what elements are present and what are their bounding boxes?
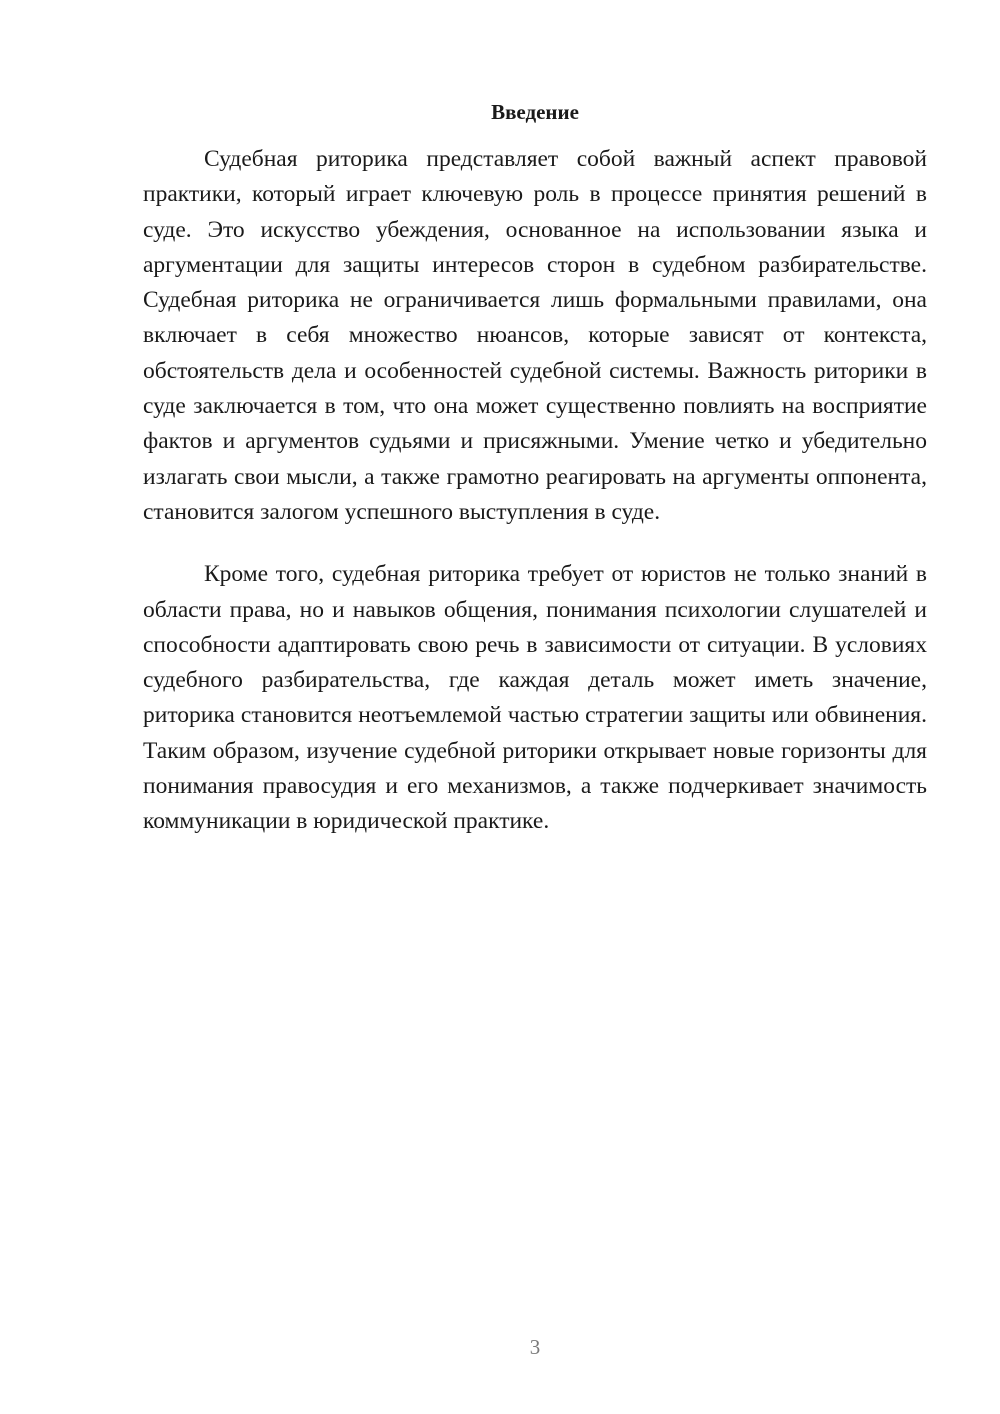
paragraph-1: Судебная риторика представляет собой важный аспект правовой практики, который играет ключевую роль в процессе принятия решений в суде. Это искусство убеждения, основанное на использовании языка и аргументации для защиты интересов сторон в судебном разбирательстве. Судебная риторика не ограничивается лишь формальными правилами, она включает в себя множество нюансов, которые зависят от контекста, обстоятельств дела и особенностей судебной системы. Важность риторики в суде заключается в том, что она может существенно повлиять на восприятие фактов и аргументов судьями и присяжными. Умение четко и убедительно излагать свои мысли, а также грамотно реагировать на аргументы оппонента, становится залогом успешного выступления в суде. (143, 146, 927, 525)
body-text (143, 142, 927, 840)
paragraph-2: Кроме того, судебная риторика требует от юристов не только знаний в области права, но и навыков общения, понимания психологии слушателей и способности адаптировать свою речь в зависимости от ситуации. В условиях судебного разбирательства, где каждая деталь может иметь значение, риторика становится неотъемлемой частью стратегии защиты или обвинения. Таким образом, изучение судебной риторики открывает новые горизонты для понимания правосудия и его механизмов, а также подчеркивает значимость коммуникации в юридической практике. (143, 561, 927, 835)
section-heading: Введение (491, 100, 579, 124)
page-number: 3 (529, 1335, 541, 1359)
